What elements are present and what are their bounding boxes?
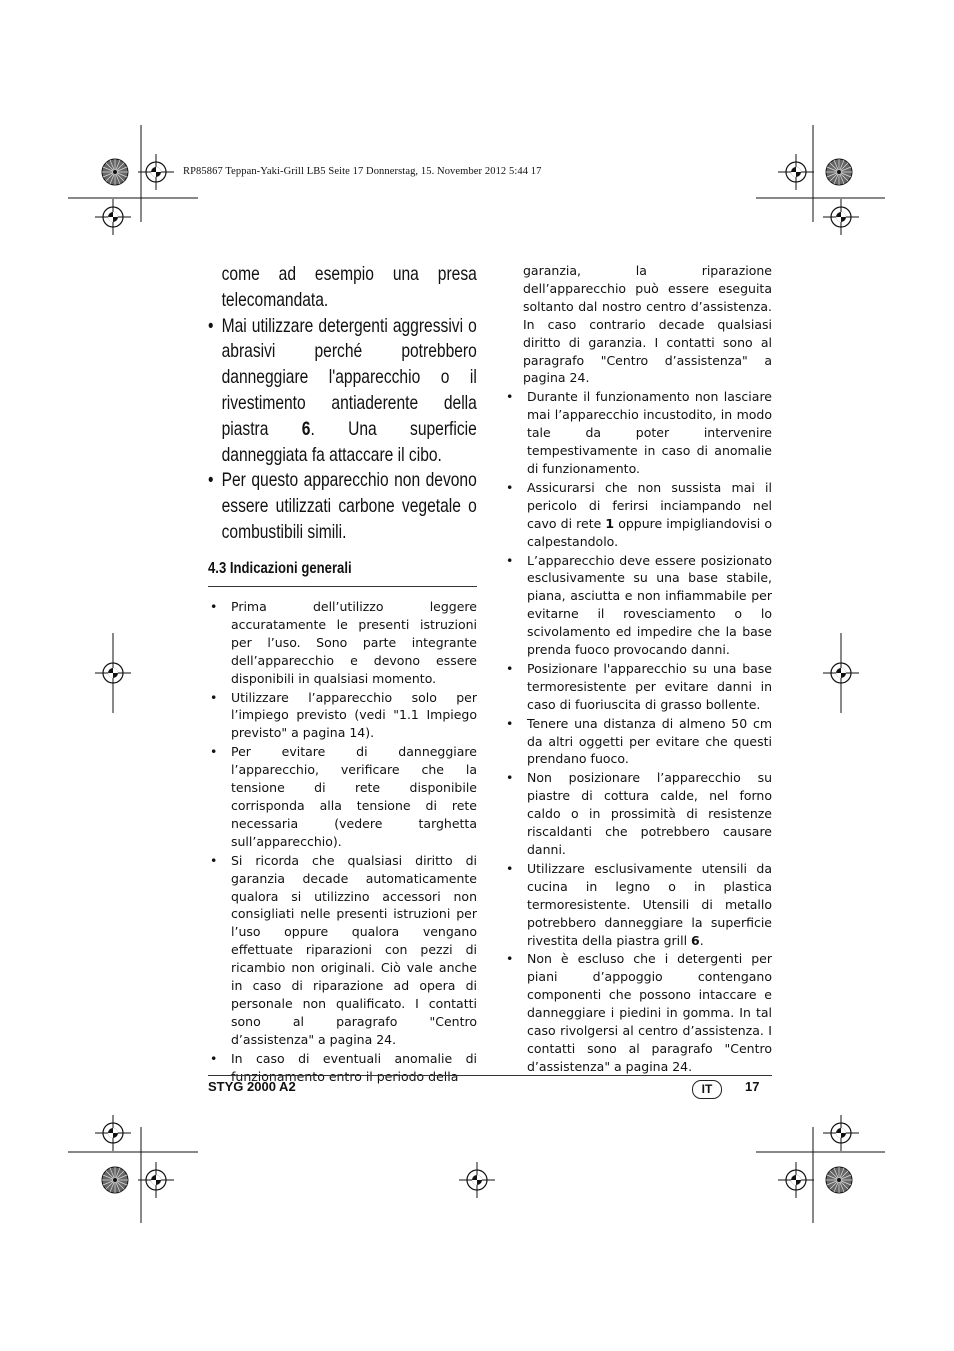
right-column bbox=[504, 262, 772, 1077]
footer-divider bbox=[208, 1075, 772, 1076]
list-item: • Per questo apparecchio non devono essere utilizzati carbone vegetale o combustibili simili. bbox=[208, 468, 477, 545]
left-column bbox=[208, 262, 477, 546]
list-item: • Assicurarsi che non sussista mai il pericolo di ferirsi inciampando nel cavo di rete 1 oppure impigliandovisi o calpestandolo. bbox=[504, 479, 772, 551]
list-item: • L’apparecchio deve essere posizionato esclusivamente su una base stabile, piana, asciutta e non infiammabile per evitarne il rovesciamento o lo scivolamento ed impedire che la base prenda fuoco provocando danni. bbox=[504, 552, 772, 659]
list-item: • In caso di eventuali anomalie di funzionamento entro il periodo della bbox=[208, 1050, 477, 1086]
list-item: • Tenere una distanza di almeno 50 cm da altri oggetti per evitare che questi prendano fuoco. bbox=[504, 715, 772, 769]
section-divider bbox=[208, 586, 477, 587]
model-number: STYG 2000 A2 bbox=[208, 1079, 296, 1094]
list-item: • Utilizzare esclusivamente utensili da cucina in legno o in plastica termoresistente. Utensili di metallo potrebbero danneggiare la superficie rivestita della piastra grill 6. bbox=[504, 860, 772, 950]
list-item: • Mai utilizzare detergenti aggressivi o abrasivi perché potrebbero danneggiare l'apparecchio o il rivestimento antiaderente della piastra 6. Una superficie danneggiata fa attaccare il cibo. bbox=[208, 314, 477, 469]
section-heading: 4.3 Indicazioni generali bbox=[208, 560, 352, 577]
list-item: • Prima dell’utilizzo leggere accuratamente le presenti istruzioni per l’uso. Sono parte integrante dell’apparecchio e devono essere disponibili in qualsiasi momento. bbox=[208, 598, 477, 688]
continuation-text: garanzia, la riparazione dell’apparecchio può essere eseguita soltanto dal nostro centro d’assistenza. In caso contrario decade qualsiasi diritto di garanzia. I contatti sono al paragrafo "Centro d’assistenza" a pagina 24. bbox=[523, 263, 772, 386]
list-item: • Posizionare l'apparecchio su una base termoresistente per evitare danni in caso di fuoriuscita di grasso bollente. bbox=[504, 660, 772, 714]
list-item: • Si ricorda che qualsiasi diritto di garanzia decade automaticamente qualora si utilizzino accessori non consigliati nelle presenti istruzioni per l’uso oppure qualora vengano effettuate riparazioni con pezzi di ricambio non originali. Ciò vale anche in caso di riparazione ad opera di personale non qualificato. I contatti sono al paragrafo "Centro d’assistenza" a pagina 24. bbox=[208, 852, 477, 1049]
large-text-block bbox=[208, 262, 477, 546]
continuation-text: come ad esempio una presa telecomandata. bbox=[221, 263, 477, 311]
list-item: • Utilizzare l’apparecchio solo per l’impiego previsto (vedi "1.1 Impiego previsto" a pagina 14). bbox=[208, 689, 477, 743]
list-item: • Durante il funzionamento non lasciare mai l’apparecchio incustodito, in modo tale da poter intervenire tempestivamente in caso di anomalie di funzionamento. bbox=[504, 388, 772, 478]
page-number: 17 bbox=[745, 1079, 760, 1094]
list-item: • Per evitare di danneggiare l’apparecchio, verificare che la tensione di rete disponibile corrisponda alla tensione di rete necessaria (vedere targhetta sull’apparecchio). bbox=[208, 743, 477, 850]
list-item: • Non posizionare l’apparecchio su piastre di cottura calde, nel forno caldo o in prossimità di resistenze riscaldanti che potrebbero causare danni. bbox=[504, 769, 772, 859]
language-badge: IT bbox=[692, 1080, 722, 1099]
list-item: • Non è escluso che i detergenti per piani d’appoggio contengano componenti che possono intaccare e danneggiare i piedini in gomma. In tal caso rivolgersi al centro d’assistenza. I contatti sono al paragrafo "Centro d’assistenza" a pagina 24. bbox=[504, 950, 772, 1075]
general-instructions-list bbox=[208, 598, 477, 1086]
print-header: RP85867 Teppan-Yaki-Grill LB5 Seite 17 Donnerstag, 15. November 2012 5:44 17 bbox=[183, 166, 542, 177]
